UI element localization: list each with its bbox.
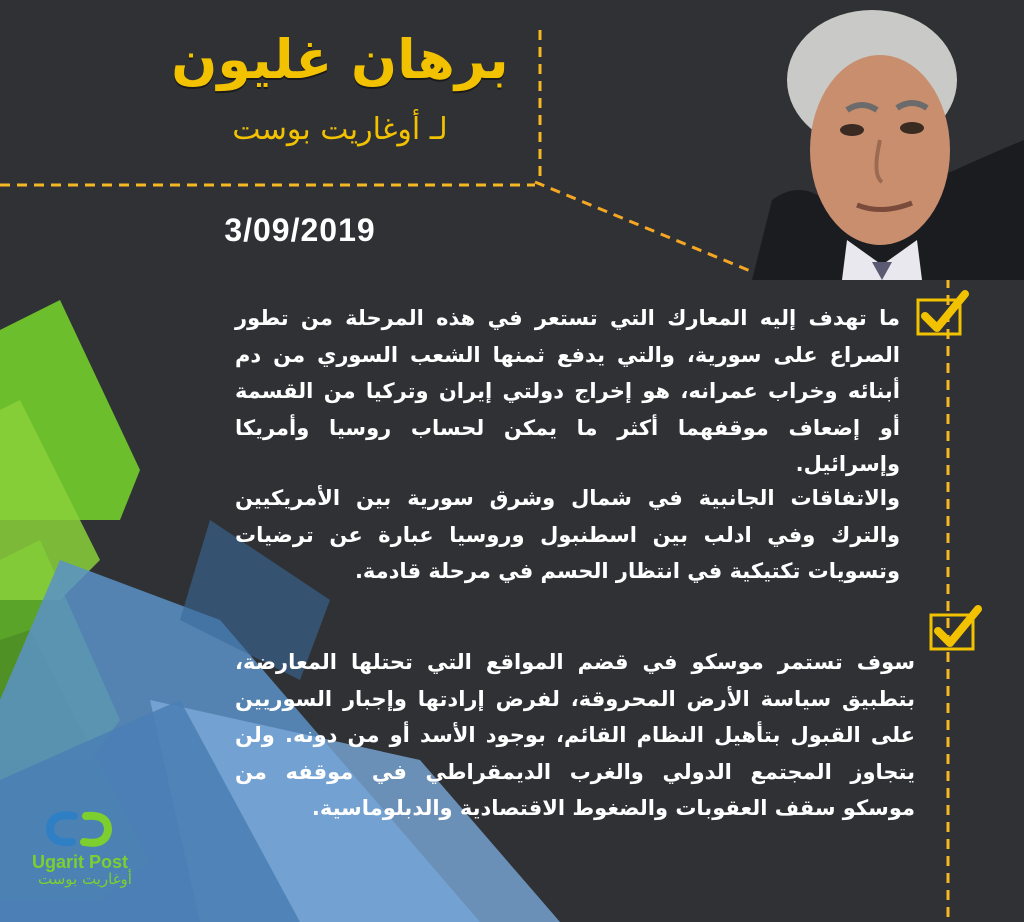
checkmark-box-icon (915, 290, 969, 336)
portrait-photo (752, 0, 1024, 280)
ugarit-post-logo-icon (44, 808, 114, 850)
date: 3/09/2019 (224, 212, 376, 248)
paragraph-2: والاتفاقات الجانبية في شمال وشرق سورية بين الأمريكيين والترك وفي ادلب بين اسطنبول وروسيا عبارة عن ترضيات وتسويات تكتيكية في انتظار الحسم في مرحلة قادمة. (235, 486, 900, 583)
logo-text-en: Ugarit Post (32, 852, 129, 872)
subtitle: لـ أوغاريت بوست (232, 112, 448, 147)
paragraph-1: ما تهدف إليه المعارك التي تستعر في هذه المرحلة من تطور الصراع على سورية، والتي يدفع ثمنها الشعب السوري من دم أبنائه وخراب عمرانه، هو إخراج دولتي إيران وتركيا من القسمة أو إضعاف موقفهما أكثر ما يمكن لحساب روسيا وأمريكا وإسرائيل. (235, 306, 900, 476)
logo-text-ar: أوغاريت بوست (38, 870, 132, 888)
checkmark-box-icon (928, 605, 982, 651)
author-name: برهان غليون (171, 28, 509, 91)
paragraph-3: سوف تستمر موسكو في قضم المواقع التي تحتلها المعارضة، بتطبيق سياسة الأرض المحروقة، لفرض إرادتها وإجبار السوريين على القبول بتأهيل النظام القائم، بوجود الأسد أو من دونه. ولن يتجاوز المجتمع الدولي والغرب الديمقراطي في موقفه من موسكو سقف العقوبات والضغوط الاقتصادية والدبلوماسية. (235, 650, 915, 820)
